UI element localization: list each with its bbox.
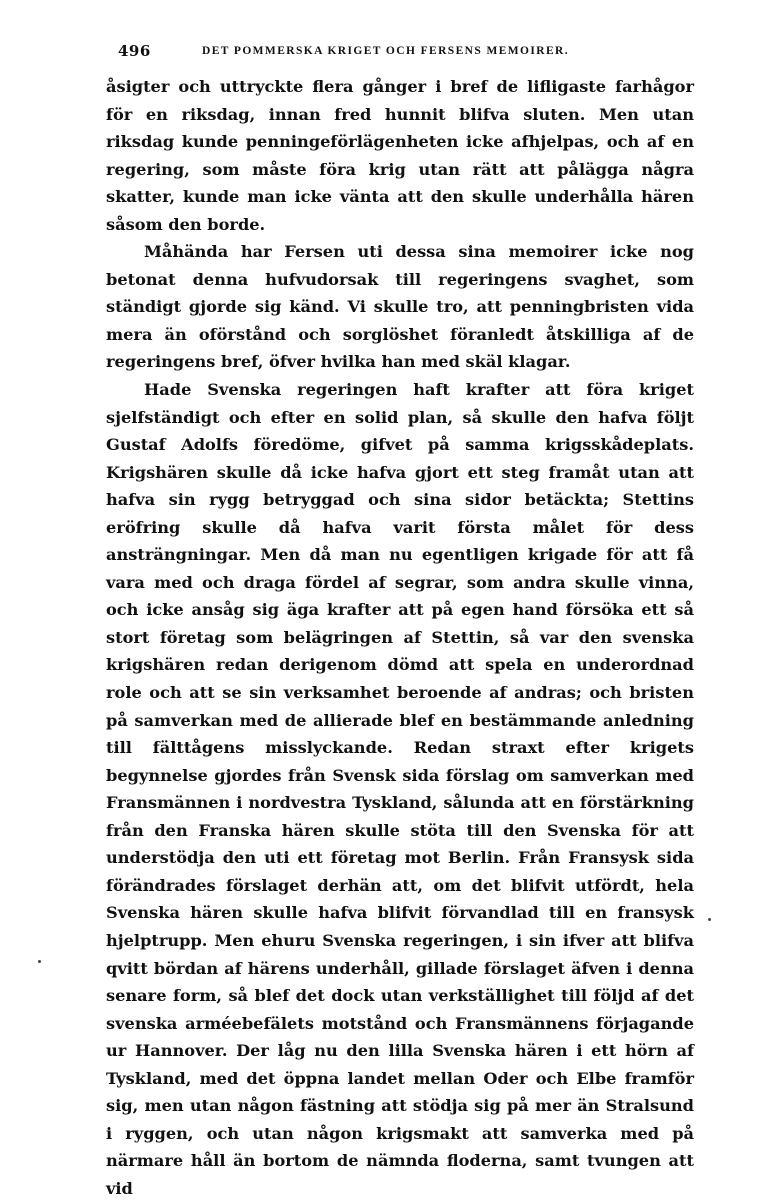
paragraph-1: åsigter och uttryckte flera gånger i bref de lifligaste farhågor för en riksdag, innan fred hunnit blifva sluten. Men utan riksdag kunde penningeförlägenheten icke afhjelpas, och af en regering, som måste föra krig utan rätt att pålägga några skatter, kunde man icke vänta att den skulle underhålla hären såsom den borde. [106,77,694,234]
print-speck [708,918,711,921]
paragraph-2: Måhända har Fersen uti dessa sina memoirer icke nog betonat denna hufvudorsak till regeringens svaghet, som ständigt gjorde sig känd. Vi skulle tro, att penningbristen vida mera än oförstånd och sorglöshet föranledt åtskilliga af de regeringens bref, öfver hvilka han med skäl klagar. [106,242,694,372]
body-text [106,73,694,1202]
running-header [106,42,692,62]
page-number: 496 [118,42,151,60]
running-title: DET POMMERSKA KRIGET OCH FERSENS MEMOIRER. [202,45,569,57]
paragraph-3: Hade Svenska regeringen haft krafter att föra kriget sjelfständigt och efter en solid plan, så skulle den hafva följt Gustaf Adolfs föredöme, gifvet på samma krigsskådeplats. Krigshären skulle då icke hafva gjort ett steg framåt utan att hafva sin rygg betryggad och sina sidor betäckta; Stettins eröfring skulle då hafva varit första målet för dess ansträngningar. Men då man nu egentligen krigade för att få vara med och draga fördel af segrar, som andra skulle vinna, och icke ansåg sig äga krafter att på egen hand försöka ett så stort företag som belägringen af Stettin, så var den svenska krigshären redan derigenom dömd att spela en underordnad role och att se sin verksamhet beroende af andras; och bristen på samverkan med de allierade blef en bestämmande anledning till fälttågens misslyckande. Redan straxt efter krigets begynnelse gjordes från Svensk sida förslag om samverkan med Fransmännen i nordvestra Tyskland, sålunda att en förstärkning från den Franska hären skulle stöta till den Svenska för att understödja den uti ett företag mot Berlin. Från Fransysk sida förändrades förslaget derhän att, om det blifvit utfördt, hela Svenska hären skulle hafva blifvit förvandlad till en fransysk hjelptrupp. Men ehuru Svenska regeringen, i sin ifver att blifva qvitt bördan af härens underhåll, gillade förslaget äfven i denna senare form, så blef det dock utan verkställighet till följd af det svenska arméebefälets motstånd och Fransmännens förjagande ur Hannover. Der låg nu den lilla Svenska hären i ett hörn af Tyskland, med det öppna landet mellan Oder och Elbe framför sig, men utan någon fästning att stödja sig på mer än Stralsund i ryggen, och utan någon krigsmakt att samverka med på närmare håll än bortom de nämnda floderna, samt tvungen att vid [106,380,694,1198]
print-speck [38,960,41,963]
